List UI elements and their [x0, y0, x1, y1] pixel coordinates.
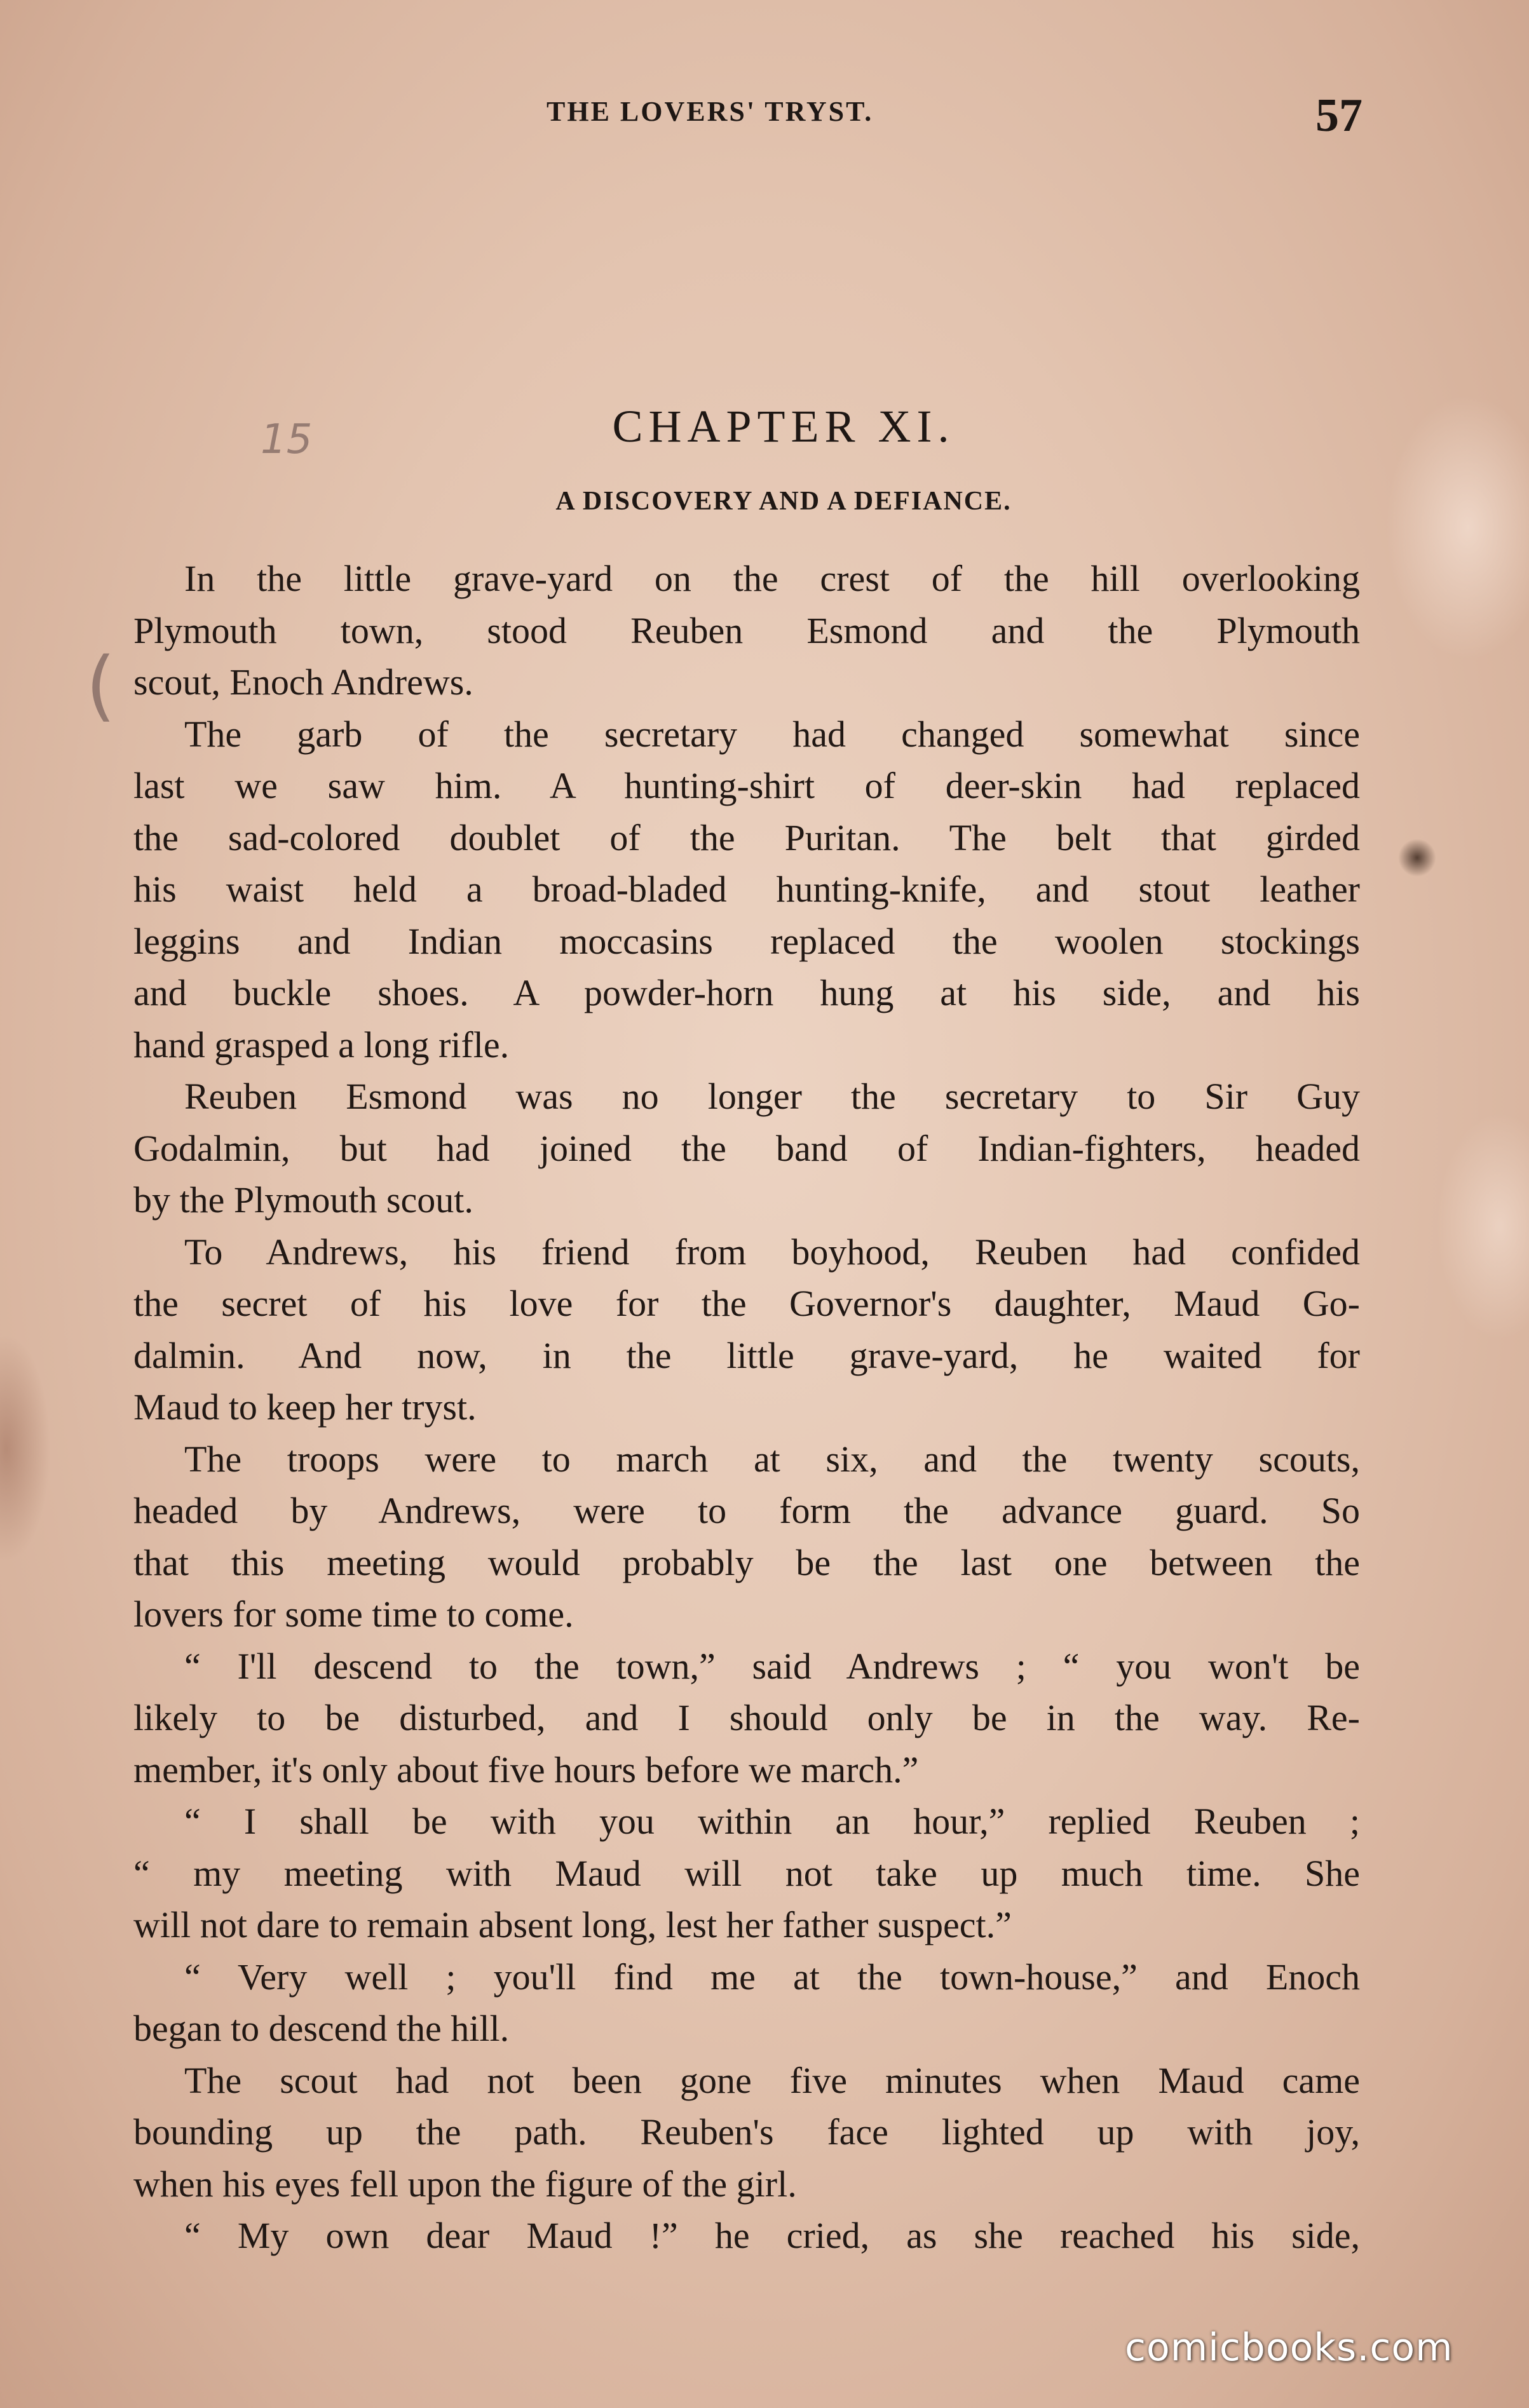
- text-line: the secret of his love for the Governor's daughter, Maud Go-: [133, 1283, 1360, 1324]
- text-line: bounding up the path. Reuben's face lighted up with joy,: [133, 2111, 1360, 2153]
- text-line: and buckle shoes. A powder-horn hung at his side, and his: [133, 972, 1360, 1013]
- text-line: “ I shall be with you within an hour,” replied Reuben ;: [184, 1801, 1360, 1842]
- text-line: “ I'll descend to the town,” said Andrews ; “ you won't be: [184, 1645, 1360, 1687]
- text-line: leggins and Indian moccasins replaced the woolen stockings: [133, 920, 1360, 962]
- text-line: “ my meeting with Maud will not take up much time. She: [133, 1852, 1360, 1894]
- body-text: [133, 553, 1360, 2262]
- text-line: likely to be disturbed, and I should only be in the way. Re-: [133, 1697, 1360, 1738]
- text-line: “ My own dear Maud !” he cried, as she reached his side,: [184, 2215, 1360, 2256]
- paper-stain: [1436, 1112, 1529, 1341]
- text-line: dalmin. And now, in the little grave-yard, he waited for: [133, 1334, 1360, 1376]
- chapter-subtitle: A DISCOVERY AND A DEFIANCE.: [555, 487, 1012, 516]
- pencil-bracket-mark: (: [86, 642, 116, 730]
- watermark: comicbooks.com: [1125, 2325, 1453, 2370]
- text-line: scout, Enoch Andrews.: [133, 661, 473, 703]
- text-line: The troops were to march at six, and the twenty scouts,: [184, 1438, 1360, 1480]
- text-line: headed by Andrews, were to form the advance guard. So: [133, 1490, 1360, 1531]
- text-line: that this meeting would probably be the last one between the: [133, 1541, 1360, 1583]
- text-line: the sad-colored doublet of the Puritan. The belt that girded: [133, 816, 1360, 858]
- text-line: his waist held a broad-bladed hunting-knife, and stout leather: [133, 869, 1360, 910]
- text-line: The garb of the secretary had changed somewhat since: [184, 713, 1360, 755]
- page-number: 57: [1315, 90, 1363, 142]
- text-line: Plymouth town, stood Reuben Esmond and the Plymouth: [133, 609, 1360, 651]
- text-line: Godalmin, but had joined the band of Indian-fighters, headed: [133, 1127, 1360, 1169]
- text-line: member, it's only about five hours before we march.”: [133, 1749, 919, 1790]
- text-line: last we saw him. A hunting-shirt of deer-skin had replaced: [133, 765, 1360, 806]
- text-line: Reuben Esmond was no longer the secretary to Sir Guy: [184, 1076, 1360, 1117]
- text-line: will not dare to remain absent long, lest her father suspect.”: [133, 1904, 1012, 1945]
- text-line: “ Very well ; you'll find me at the town-house,” and Enoch: [184, 1956, 1360, 1998]
- text-line: The scout had not been gone five minutes when Maud came: [184, 2059, 1360, 2101]
- chapter-title: CHAPTER XI.: [612, 401, 955, 452]
- paper-stain: [0, 1334, 51, 1563]
- pencil-annotation: 15: [261, 416, 313, 463]
- text-line: by the Plymouth scout.: [133, 1179, 473, 1221]
- running-head: THE LOVERS' TRYST.: [547, 96, 874, 127]
- text-line: To Andrews, his friend from boyhood, Reuben had confided: [184, 1231, 1360, 1273]
- text-line: hand grasped a long rifle.: [133, 1024, 510, 1065]
- text-line: lovers for some time to come.: [133, 1593, 574, 1635]
- text-line: when his eyes fell upon the figure of the girl.: [133, 2163, 797, 2205]
- text-line: Maud to keep her tryst.: [133, 1386, 477, 1428]
- text-line: began to descend the hill.: [133, 2008, 510, 2049]
- text-line: In the little grave-yard on the crest of the hill overlooking: [184, 558, 1360, 599]
- ink-spot: [1398, 839, 1436, 877]
